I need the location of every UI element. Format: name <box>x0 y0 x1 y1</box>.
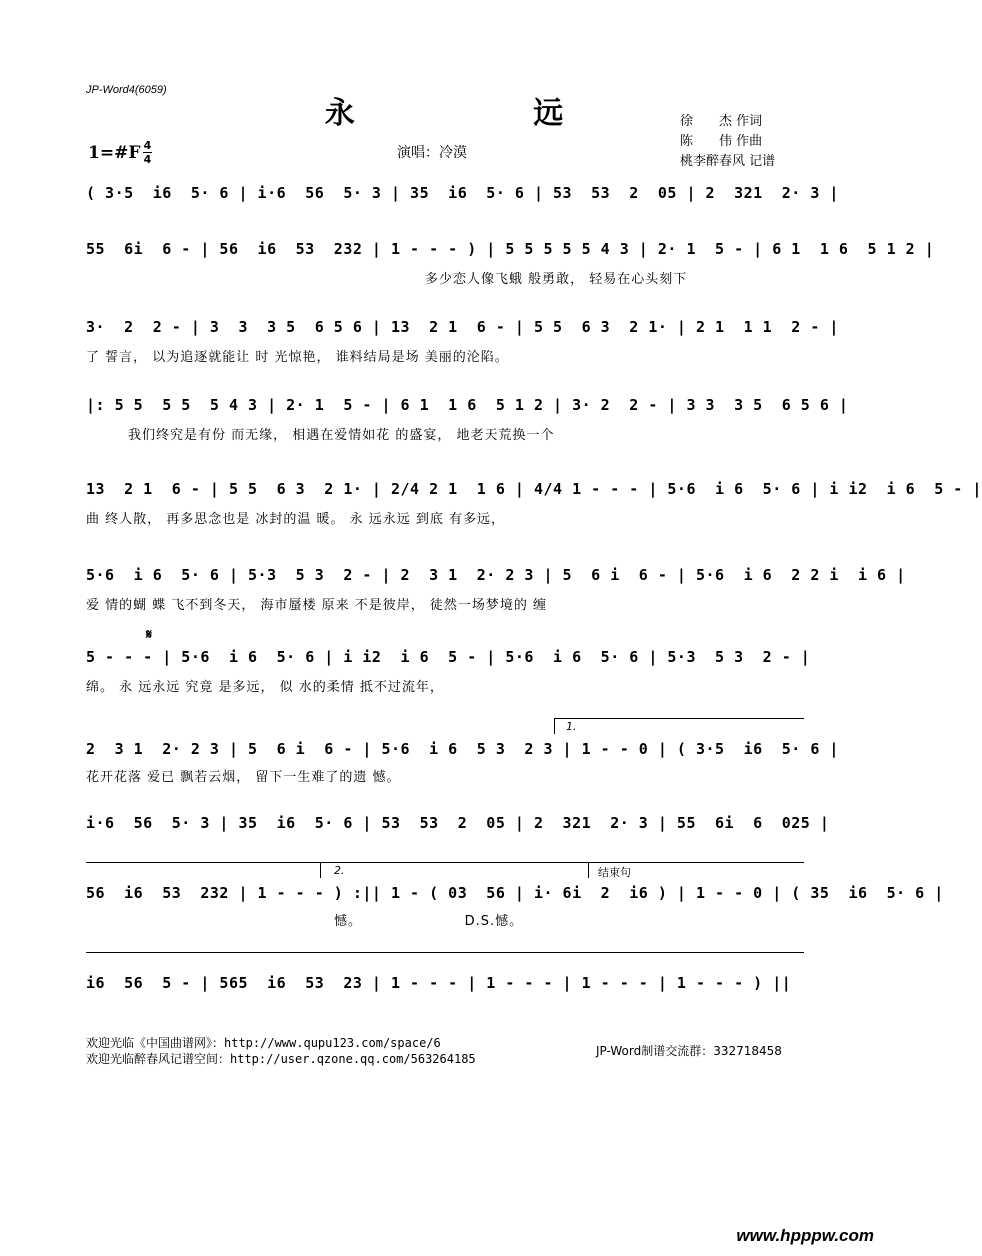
lyricist-credit: 徐 杰 作词 <box>680 114 763 129</box>
key-signature: 1=#F <box>88 143 141 163</box>
footer-group: JP-Word制谱交流群：332718458 <box>596 1044 782 1058</box>
notation-line-11: i6 56 5 - | 565 i6 53 23 | 1 - - - | 1 - - - | 1 - - - | 1 - - - ) || <box>86 974 792 992</box>
notation-line-6: 5·6 i 6 5· 6 | 5·3 5 3 2 - | 2 3 1 2· 2 3 | 5 6 i 6 - | 5·6 i 6 2 2 i i 6 | <box>86 566 906 584</box>
notation-line-10: 56 i6 53 232 | 1 - - - ) :|| 1 - ( 03 56 | i· 6i 2 i6 ) | 1 - - 0 | ( 35 i6 5· 6 | <box>86 884 944 902</box>
lyrics-line-6: 爱 情的蝴 蝶 飞不到冬天， 海市蜃楼 原来 不是彼岸， 徒然一场梦境的 缠 <box>86 598 548 613</box>
system-line-10 <box>86 862 804 863</box>
segno-sign: 𝄋 <box>146 627 153 643</box>
lyrics-line-10: 憾。 D.S.憾。 <box>334 914 524 929</box>
app-label: JP-Word4(6059) <box>86 84 167 96</box>
transcriber-credit: 桃李醉春风 记谱 <box>680 154 776 169</box>
lyrics-line-8: 花开花落 爱已 飘若云烟， 留下一生难了的遗 憾。 <box>86 770 401 785</box>
second-ending-label: 2. <box>334 864 345 877</box>
meter-top: 4 <box>143 139 152 152</box>
coda-label: 结束句 <box>598 866 631 879</box>
lyrics-line-5: 曲 终人散， 再多思念也是 冰封的温 暖。 永 远永远 到底 有多远， <box>86 512 506 527</box>
lyrics-line-7: 绵。 永 远永远 究竟 是多远， 似 水的柔情 抵不过流年， <box>86 680 444 695</box>
notation-line-9: i·6 56 5· 3 | 35 i6 5· 6 | 53 53 2 05 | 2 321 2· 3 | 55 6i 6 025 | <box>86 814 830 832</box>
footer-link-1[interactable]: 欢迎光临《中国曲谱网》：http://www.qupu123.com/space/6 <box>86 1036 441 1050</box>
first-ending-label: 1. <box>566 720 577 733</box>
notation-line-3: 3· 2 2 - | 3 3 3 5 6 5 6 | 13 2 1 6 - | 5 5 6 3 2 1· | 2 1 1 1 2 - | <box>86 318 839 336</box>
site-watermark: www.hpppw.com <box>736 1226 874 1245</box>
notation-line-1: ( 3·5 i6 5· 6 | i·6 56 5· 3 | 35 i6 5· 6 | 53 53 2 05 | 2 321 2· 3 | <box>86 184 839 202</box>
composer-credit: 陈 伟 作曲 <box>680 134 763 149</box>
notation-line-5: 13 2 1 6 - | 5 5 6 3 2 1· | 2/4 2 1 1 6 | 4/4 1 - - - | 5·6 i 6 5· 6 | i i2 i 6 5 - | <box>86 480 982 498</box>
system-line-11 <box>86 952 804 953</box>
footer-link-2[interactable]: 欢迎光临醉春风记谱空间：http://user.qzone.qq.com/563264185 <box>86 1052 476 1066</box>
meter-bottom: 4 <box>143 153 152 166</box>
lyrics-line-2: 多少恋人像飞蛾 般勇敢， 轻易在心头刻下 <box>425 272 688 287</box>
song-title: 永 远 <box>324 96 648 131</box>
time-signature <box>143 140 152 165</box>
notation-line-4: |: 5 5 5 5 5 4 3 | 2· 1 5 - | 6 1 1 6 5 1 2 | 3· 2 2 - | 3 3 3 5 6 5 6 | <box>86 396 849 414</box>
notation-line-8: 2 3 1 2· 2 3 | 5 6 i 6 - | 5·6 i 6 5 3 2 3 | 1 - - 0 | ( 3·5 i6 5· 6 | <box>86 740 839 758</box>
first-ending-bracket-left <box>554 718 555 734</box>
second-ending-bracket-left <box>320 862 321 878</box>
coda-bracket-left <box>588 862 589 878</box>
singer-credit: 演唱：冷漠 <box>397 145 467 161</box>
lyrics-line-4: 我们终究是有份 而无缘， 相遇在爱情如花 的盛宴， 地老天荒换一个 <box>128 428 555 443</box>
lyrics-line-3: 了 誓言， 以为追逐就能让 时 光惊艳， 谁料结局是场 美丽的沦陷。 <box>86 350 509 365</box>
notation-line-2: 55 6i 6 - | 56 i6 53 232 | 1 - - - ) | 5 5 5 5 5 4 3 | 2· 1 5 - | 6 1 1 6 5 1 2 | <box>86 240 935 258</box>
notation-line-7: 5 - - - | 5·6 i 6 5· 6 | i i2 i 6 5 - | 5·6 i 6 5· 6 | 5·3 5 3 2 - | <box>86 648 811 666</box>
first-ending-bracket <box>554 718 804 719</box>
